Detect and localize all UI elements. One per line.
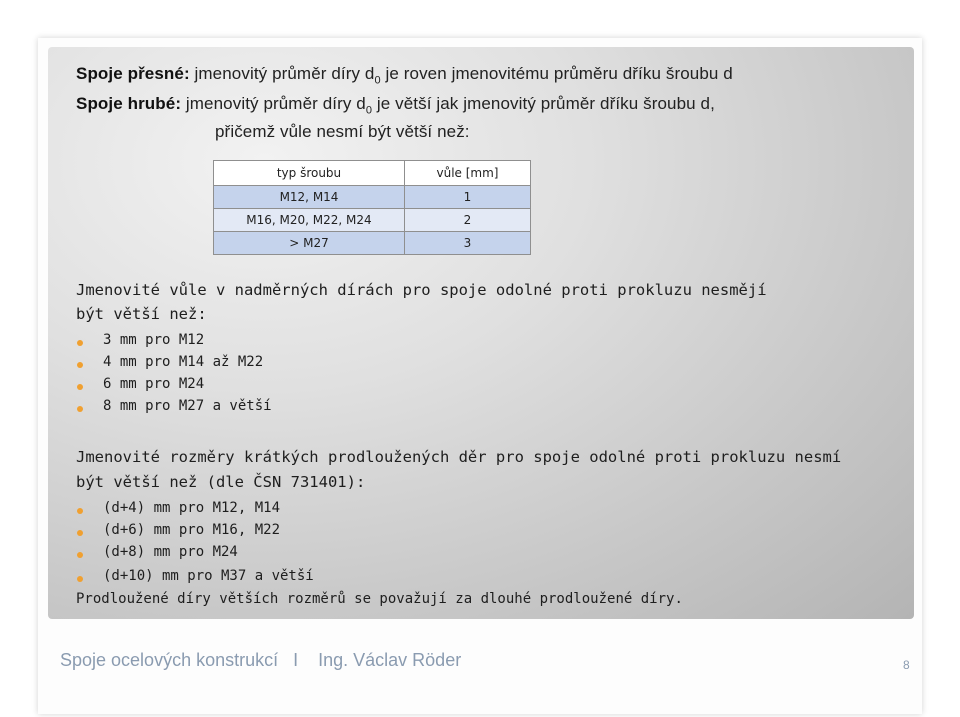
list-item: (d+6) mm pro M16, M22 <box>103 522 281 538</box>
hrube-label: Spoje hrubé: <box>76 94 182 113</box>
list-item: (d+8) mm pro M24 <box>103 544 238 560</box>
table-cell: 2 <box>405 209 531 232</box>
bullet-icon <box>77 530 83 536</box>
table-row <box>214 209 531 232</box>
list-item: (d+4) mm pro M12, M14 <box>103 500 281 516</box>
table-header-row <box>214 161 531 186</box>
table-cell: > M27 <box>214 232 405 255</box>
hrube-text-a: jmenovitý průměr díry d <box>181 94 366 113</box>
bullet-icon <box>77 552 83 558</box>
table-row <box>214 232 531 255</box>
presne-label: Spoje přesné: <box>76 64 190 83</box>
section2-line2: být větší než (dle ČSN 731401): <box>76 473 366 491</box>
bullet-icon <box>77 384 83 390</box>
intro-hrube <box>76 94 715 116</box>
bullet-icon <box>77 508 83 514</box>
section1-line2: být větší než: <box>76 305 207 323</box>
intro-hrube-cont: přičemž vůle nesmí být větší než: <box>215 122 470 141</box>
list-item: 6 mm pro M24 <box>103 376 205 392</box>
hrube-sub: 0 <box>365 104 373 117</box>
table-cell: M12, M14 <box>214 186 405 209</box>
table-cell: 3 <box>405 232 531 255</box>
list-item: 8 mm pro M27 a větší <box>103 398 272 414</box>
table-cell: 1 <box>405 186 531 209</box>
table-row <box>214 186 531 209</box>
section2-line1: Jmenovité rozměry krátkých prodloužených děr pro spoje odolné proti prokluzu nesmí <box>76 448 842 466</box>
presne-text-b: je roven jmenovitému průměru dříku šroubu d <box>380 64 733 83</box>
bullet-icon <box>77 362 83 368</box>
presne-text-a: jmenovitý průměr díry d <box>189 64 375 83</box>
table-cell: M16, M20, M22, M24 <box>214 209 405 232</box>
intro-presne <box>76 64 733 86</box>
list-item: (d+10) mm pro M37 a větší <box>103 568 314 584</box>
section2-closing: Prodloužené díry větších rozměrů se považují za dlouhé prodloužené díry. <box>76 591 683 607</box>
list-item: 3 mm pro M12 <box>103 332 205 348</box>
list-item: 4 mm pro M14 až M22 <box>103 354 264 370</box>
page-number: 8 <box>903 658 910 672</box>
bullet-icon <box>77 340 83 346</box>
section1-line1: Jmenovité vůle v nadměrných dírách pro spoje odolné proti prokluzu nesmějí <box>76 281 767 299</box>
table-header-type: typ šroubu <box>214 161 405 186</box>
presne-sub: 0 <box>374 74 381 87</box>
clearance-table <box>213 160 531 255</box>
bullet-icon <box>77 576 83 582</box>
table-header-clearance: vůle [mm] <box>405 161 531 186</box>
footer-title <box>60 650 461 671</box>
hrube-text-b: je větší jak jmenovitý průměr dříku šroubu d, <box>372 94 715 113</box>
bullet-icon <box>77 406 83 412</box>
footer-text: Spoje ocelových konstrukcí I Ing. Václav Röder <box>60 650 462 670</box>
